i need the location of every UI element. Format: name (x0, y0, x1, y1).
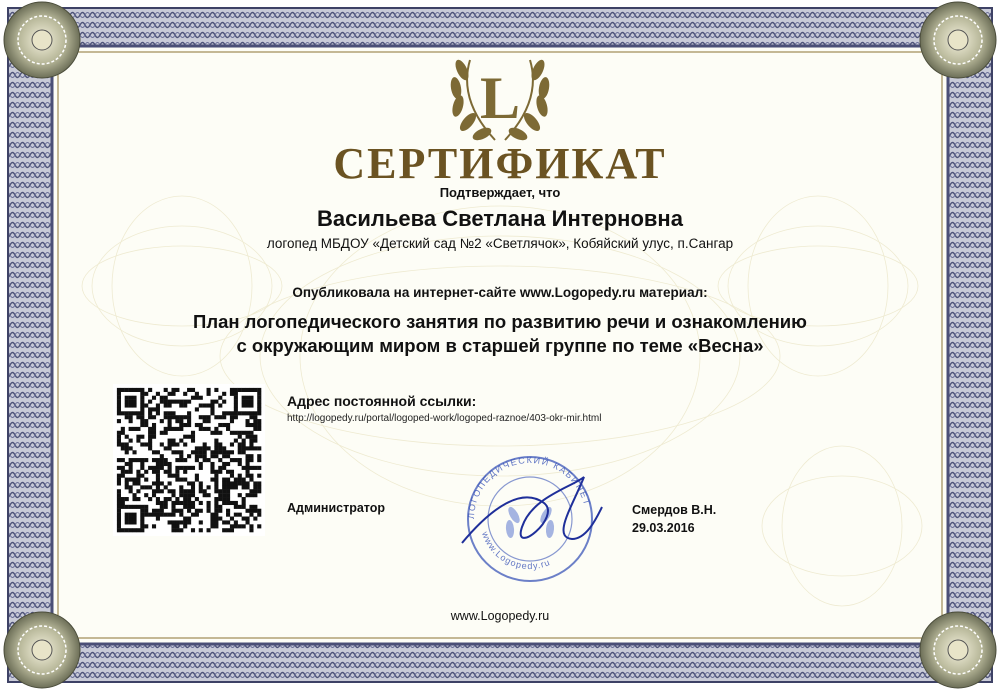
permalink-label: Адрес постоянной ссылки: (287, 393, 477, 409)
material-title-line-2: с окружающим миром в старшей группе по теме «Весна» (236, 335, 764, 356)
signer-name: Смердов В.Н. (632, 503, 717, 517)
stamp-bottom-text: www.Logopedy.ru (479, 530, 552, 572)
certificate-title: СЕРТИФИКАТ (333, 139, 667, 188)
published-text: Опубликовала на интернет-сайте www.Logopedy.ru материал: (292, 285, 708, 300)
recipient-position: логопед МБДОУ «Детский сад №2 «Светлячок», Кобяйский улус, п.Сангар (266, 236, 734, 251)
recipient-name: Васильева Светлана Интерновна (317, 206, 683, 231)
confirms-text: Подтверждает, что (439, 185, 561, 200)
stamp-top-text: ЛОГОПЕДИЧЕСКИЙ КАБИНЕТ (465, 454, 593, 520)
logo-letter: L (479, 65, 521, 131)
permalink-url[interactable]: http://logopedy.ru/portal/logoped-work/logoped-raznoe/403-okr-mir.html (287, 413, 602, 424)
signer-block (632, 501, 716, 537)
laurel-logo-icon (440, 40, 560, 150)
certificate-date: 29.03.2016 (632, 521, 695, 535)
admin-label: Администратор (287, 501, 386, 515)
stamp-seal-icon (452, 447, 612, 587)
material-title-line-1: План логопедического занятия по развитию речи и ознакомлению (193, 311, 807, 332)
material-title (60, 310, 940, 358)
footer-site[interactable]: www.Logopedy.ru (450, 609, 550, 623)
qr-code-icon[interactable] (113, 384, 265, 536)
